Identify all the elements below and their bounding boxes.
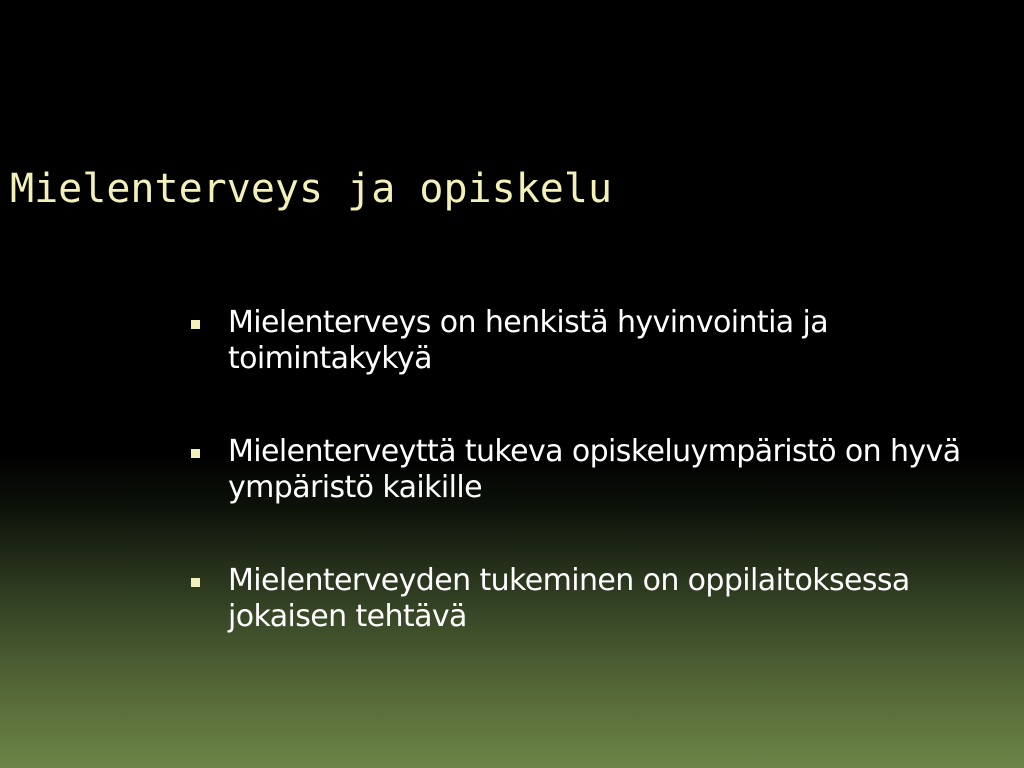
square-bullet-icon xyxy=(191,578,200,587)
square-bullet-icon xyxy=(191,449,200,458)
bullet-text: Mielenterveyttä tukeva opiskeluympäristö on hyvä ympäristö kaikille xyxy=(228,434,961,505)
bullet-text: Mielenterveys on henkistä hyvinvointia ja toimintakykyä xyxy=(228,305,829,376)
slide-title: Mielenterveys ja opiskelu xyxy=(10,166,613,212)
bullet-list xyxy=(188,305,1013,692)
bullet-item xyxy=(188,434,1013,506)
bullet-item xyxy=(188,563,1013,635)
square-bullet-icon xyxy=(191,320,200,329)
bullet-item xyxy=(188,305,1013,377)
bullet-text: Mielenterveyden tukeminen on oppilaitoksessa jokaisen tehtävä xyxy=(228,563,910,634)
